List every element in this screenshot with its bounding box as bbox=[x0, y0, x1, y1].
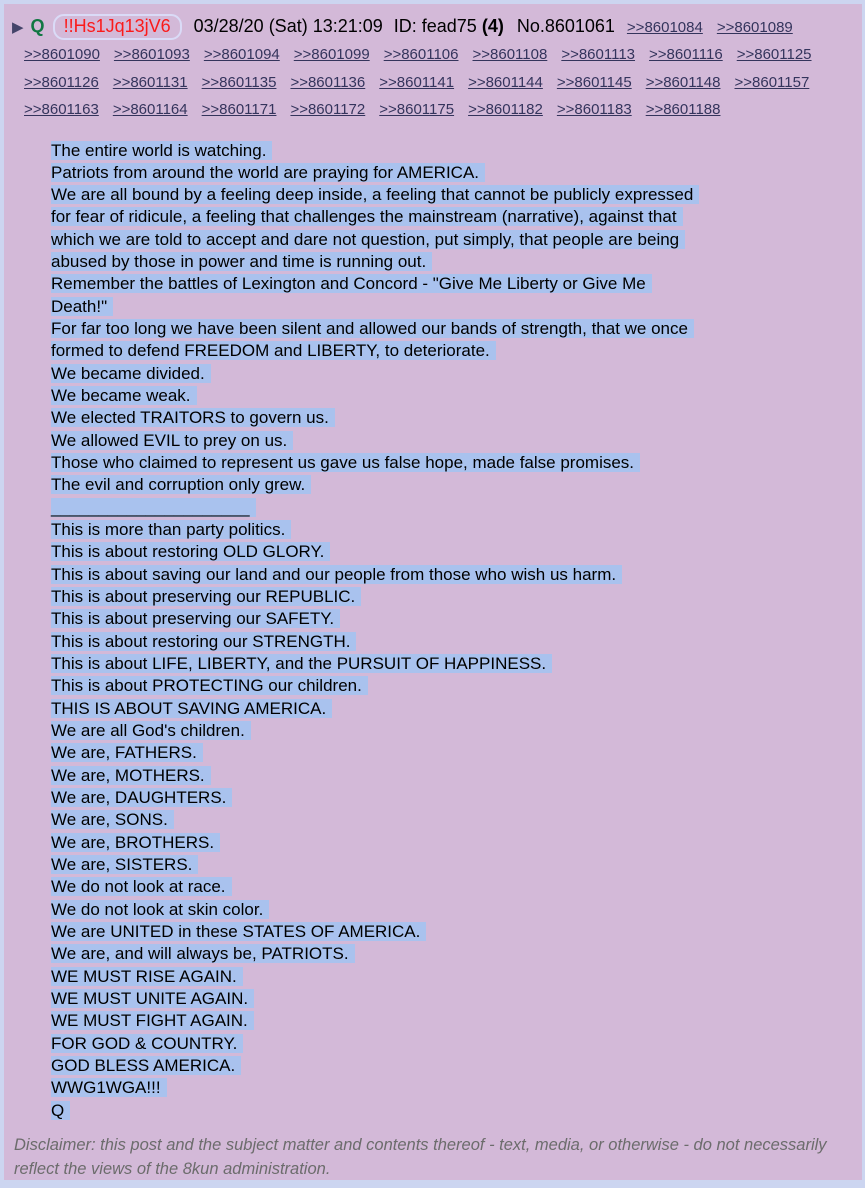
selected-text: This is about PROTECTING our children. bbox=[51, 676, 368, 695]
reply-link[interactable]: >>8601135 bbox=[201, 73, 277, 91]
body-line bbox=[51, 385, 862, 407]
selected-text: WWG1WGA!!! bbox=[51, 1078, 167, 1097]
selected-text: WE MUST UNITE AGAIN. bbox=[51, 989, 254, 1008]
body-line bbox=[51, 1100, 862, 1122]
reply-link[interactable]: >>8601171 bbox=[201, 101, 277, 118]
reply-links-row-2 bbox=[24, 41, 862, 69]
selected-text: We are, SISTERS. bbox=[51, 855, 198, 874]
reply-link[interactable]: >>8601113 bbox=[561, 46, 636, 63]
reply-link[interactable]: >>8601182 bbox=[468, 101, 543, 118]
body-line bbox=[51, 742, 862, 764]
selected-text: For far too long we have been silent and allowed our bands of strength, that we once bbox=[51, 319, 694, 338]
reply-link[interactable]: >>8601131 bbox=[112, 73, 188, 91]
reply-link[interactable]: >>8601106 bbox=[383, 46, 459, 63]
selected-text: abused by those in power and time is running out. bbox=[51, 252, 432, 271]
post-cell bbox=[4, 4, 862, 1180]
body-line bbox=[51, 340, 862, 362]
reply-links-row-4 bbox=[24, 96, 862, 124]
reply-link[interactable]: >>8601164 bbox=[112, 101, 188, 118]
body-line bbox=[51, 631, 862, 653]
body-line bbox=[51, 318, 862, 340]
reply-links-row-3 bbox=[24, 69, 862, 97]
reply-link[interactable]: >>8601125 bbox=[736, 46, 812, 63]
body-line bbox=[51, 229, 862, 251]
reply-link[interactable]: >>8601108 bbox=[472, 46, 548, 63]
body-line bbox=[51, 363, 862, 385]
selected-text: We are, MOTHERS. bbox=[51, 766, 211, 785]
reply-link[interactable]: >>8601163 bbox=[24, 101, 99, 118]
body-line bbox=[51, 519, 862, 541]
poster-id-post-count[interactable]: (4) bbox=[481, 16, 504, 36]
body-line bbox=[51, 921, 862, 943]
selected-text: Q bbox=[51, 1101, 70, 1120]
body-line bbox=[51, 854, 862, 876]
reply-links-row-1 bbox=[627, 16, 807, 36]
disclaimer-text: Disclaimer: this post and the subject matter and contents thereof - text, media, or otherwise - do not necessarily reflect the views of the 8kun administration. bbox=[14, 1135, 827, 1178]
selected-text: We became weak. bbox=[51, 386, 197, 405]
selected-text: FOR GOD & COUNTRY. bbox=[51, 1034, 243, 1053]
body-line bbox=[51, 698, 862, 720]
selected-text: GOD BLESS AMERICA. bbox=[51, 1056, 241, 1075]
body-line bbox=[51, 206, 862, 228]
reply-link[interactable]: >>8601084 bbox=[626, 19, 703, 36]
post-header bbox=[12, 13, 862, 41]
reply-link[interactable]: >>8601188 bbox=[645, 101, 721, 118]
body-line bbox=[51, 296, 862, 318]
body-line bbox=[51, 564, 862, 586]
selected-text: We are UNITED in these STATES OF AMERICA. bbox=[51, 922, 426, 941]
selected-text: This is about preserving our REPUBLIC. bbox=[51, 587, 361, 606]
post-timestamp: 03/28/20 (Sat) 13:21:09 bbox=[193, 16, 383, 36]
selected-text: Those who claimed to represent us gave us false hope, made false promises. bbox=[51, 453, 640, 472]
reply-link[interactable]: >>8601175 bbox=[379, 101, 455, 118]
selected-text: This is about LIFE, LIBERTY, and the PURSUIT OF HAPPINESS. bbox=[51, 654, 552, 673]
body-line bbox=[51, 1055, 862, 1077]
selected-text: This is about saving our land and our people from those who wish us harm. bbox=[51, 565, 622, 584]
selected-text: WE MUST RISE AGAIN. bbox=[51, 967, 243, 986]
reply-link[interactable]: >>8601148 bbox=[645, 73, 721, 91]
body-line bbox=[51, 474, 862, 496]
selected-text: We do not look at skin color. bbox=[51, 900, 269, 919]
selected-text: We elected TRAITORS to govern us. bbox=[51, 408, 335, 427]
selected-text: This is about preserving our SAFETY. bbox=[51, 609, 340, 628]
reply-link[interactable]: >>8601157 bbox=[734, 73, 810, 91]
poster-name: Q bbox=[30, 16, 45, 36]
body-line bbox=[51, 899, 862, 921]
selected-text: which we are told to accept and dare not question, put simply, that people are being bbox=[51, 230, 685, 249]
body-line bbox=[51, 832, 862, 854]
reply-link[interactable]: >>8601141 bbox=[379, 73, 455, 91]
body-line bbox=[51, 1077, 862, 1099]
selected-text: We allowed EVIL to prey on us. bbox=[51, 431, 293, 450]
selected-text: We are, BROTHERS. bbox=[51, 833, 220, 852]
body-line bbox=[51, 966, 862, 988]
selected-text: The entire world is watching. bbox=[51, 141, 272, 160]
poster-id: ID: fead75 bbox=[393, 16, 477, 36]
selected-text: We became divided. bbox=[51, 364, 211, 383]
selected-text: for fear of ridicule, a feeling that challenges the mainstream (narrative), against that bbox=[51, 207, 683, 226]
selected-text: WE MUST FIGHT AGAIN. bbox=[51, 1011, 254, 1030]
body-line bbox=[51, 184, 862, 206]
body-line bbox=[51, 765, 862, 787]
body-line bbox=[51, 251, 862, 273]
body-line bbox=[51, 809, 862, 831]
reply-link[interactable]: >>8601090 bbox=[24, 46, 100, 63]
selected-text: We are all bound by a feeling deep inside, a feeling that cannot be publicly expressed bbox=[51, 185, 699, 204]
selected-text: Remember the battles of Lexington and Concord - "Give Me Liberty or Give Me bbox=[51, 274, 652, 293]
reply-link[interactable]: >>8601136 bbox=[290, 73, 366, 91]
body-line bbox=[51, 497, 862, 519]
selected-text: The evil and corruption only grew. bbox=[51, 475, 311, 494]
reply-link[interactable]: >>8601093 bbox=[113, 46, 190, 63]
post-number[interactable]: No.8601061 bbox=[516, 16, 615, 36]
selected-text: Patriots from around the world are praying for AMERICA. bbox=[51, 163, 485, 182]
reply-link[interactable]: >>8601172 bbox=[290, 101, 366, 118]
body-line bbox=[51, 452, 862, 474]
selected-text: This is about restoring OLD GLORY. bbox=[51, 542, 330, 561]
selected-text: This is about restoring our STRENGTH. bbox=[51, 632, 356, 651]
body-line bbox=[51, 653, 862, 675]
selected-text: We are, FATHERS. bbox=[51, 743, 203, 762]
body-line bbox=[51, 608, 862, 630]
selected-text: THIS IS ABOUT SAVING AMERICA. bbox=[51, 699, 332, 718]
body-line bbox=[51, 675, 862, 697]
body-line bbox=[51, 140, 862, 162]
selected-text: formed to defend FREEDOM and LIBERTY, to deteriorate. bbox=[51, 341, 496, 360]
body-line bbox=[51, 943, 862, 965]
body-line bbox=[51, 1033, 862, 1055]
body-line bbox=[51, 273, 862, 295]
body-line bbox=[51, 876, 862, 898]
selected-text: Death!" bbox=[51, 297, 113, 316]
reply-link[interactable]: >>8601116 bbox=[649, 46, 723, 63]
selected-text: We are, DAUGHTERS. bbox=[51, 788, 232, 807]
body-line bbox=[51, 988, 862, 1010]
post-collapse-arrow-icon[interactable]: ▶ bbox=[12, 19, 24, 36]
reply-link[interactable]: >>8601144 bbox=[468, 73, 543, 91]
reply-link[interactable]: >>8601183 bbox=[556, 101, 632, 118]
reply-link[interactable]: >>8601094 bbox=[203, 46, 280, 63]
selected-text: _____________________ bbox=[51, 498, 256, 517]
body-line bbox=[51, 586, 862, 608]
selected-text: We are all God's children. bbox=[51, 721, 251, 740]
selected-text: We are, and will always be, PATRIOTS. bbox=[51, 944, 355, 963]
tripcode-badge: !!Hs1Jq13jV6 bbox=[53, 14, 182, 40]
reply-link[interactable]: >>8601099 bbox=[293, 46, 370, 63]
reply-link[interactable]: >>8601145 bbox=[556, 73, 632, 91]
selected-text: We do not look at race. bbox=[51, 877, 232, 896]
body-line bbox=[51, 407, 862, 429]
body-line bbox=[51, 720, 862, 742]
reply-link[interactable]: >>8601126 bbox=[24, 73, 99, 91]
body-line bbox=[51, 1010, 862, 1032]
reply-link[interactable]: >>8601089 bbox=[716, 19, 793, 36]
body-line bbox=[51, 162, 862, 184]
body-line bbox=[51, 787, 862, 809]
selected-text: This is more than party politics. bbox=[51, 520, 291, 539]
post-body bbox=[51, 140, 862, 1122]
body-line bbox=[51, 541, 862, 563]
selected-text: We are, SONS. bbox=[51, 810, 174, 829]
body-line bbox=[51, 430, 862, 452]
